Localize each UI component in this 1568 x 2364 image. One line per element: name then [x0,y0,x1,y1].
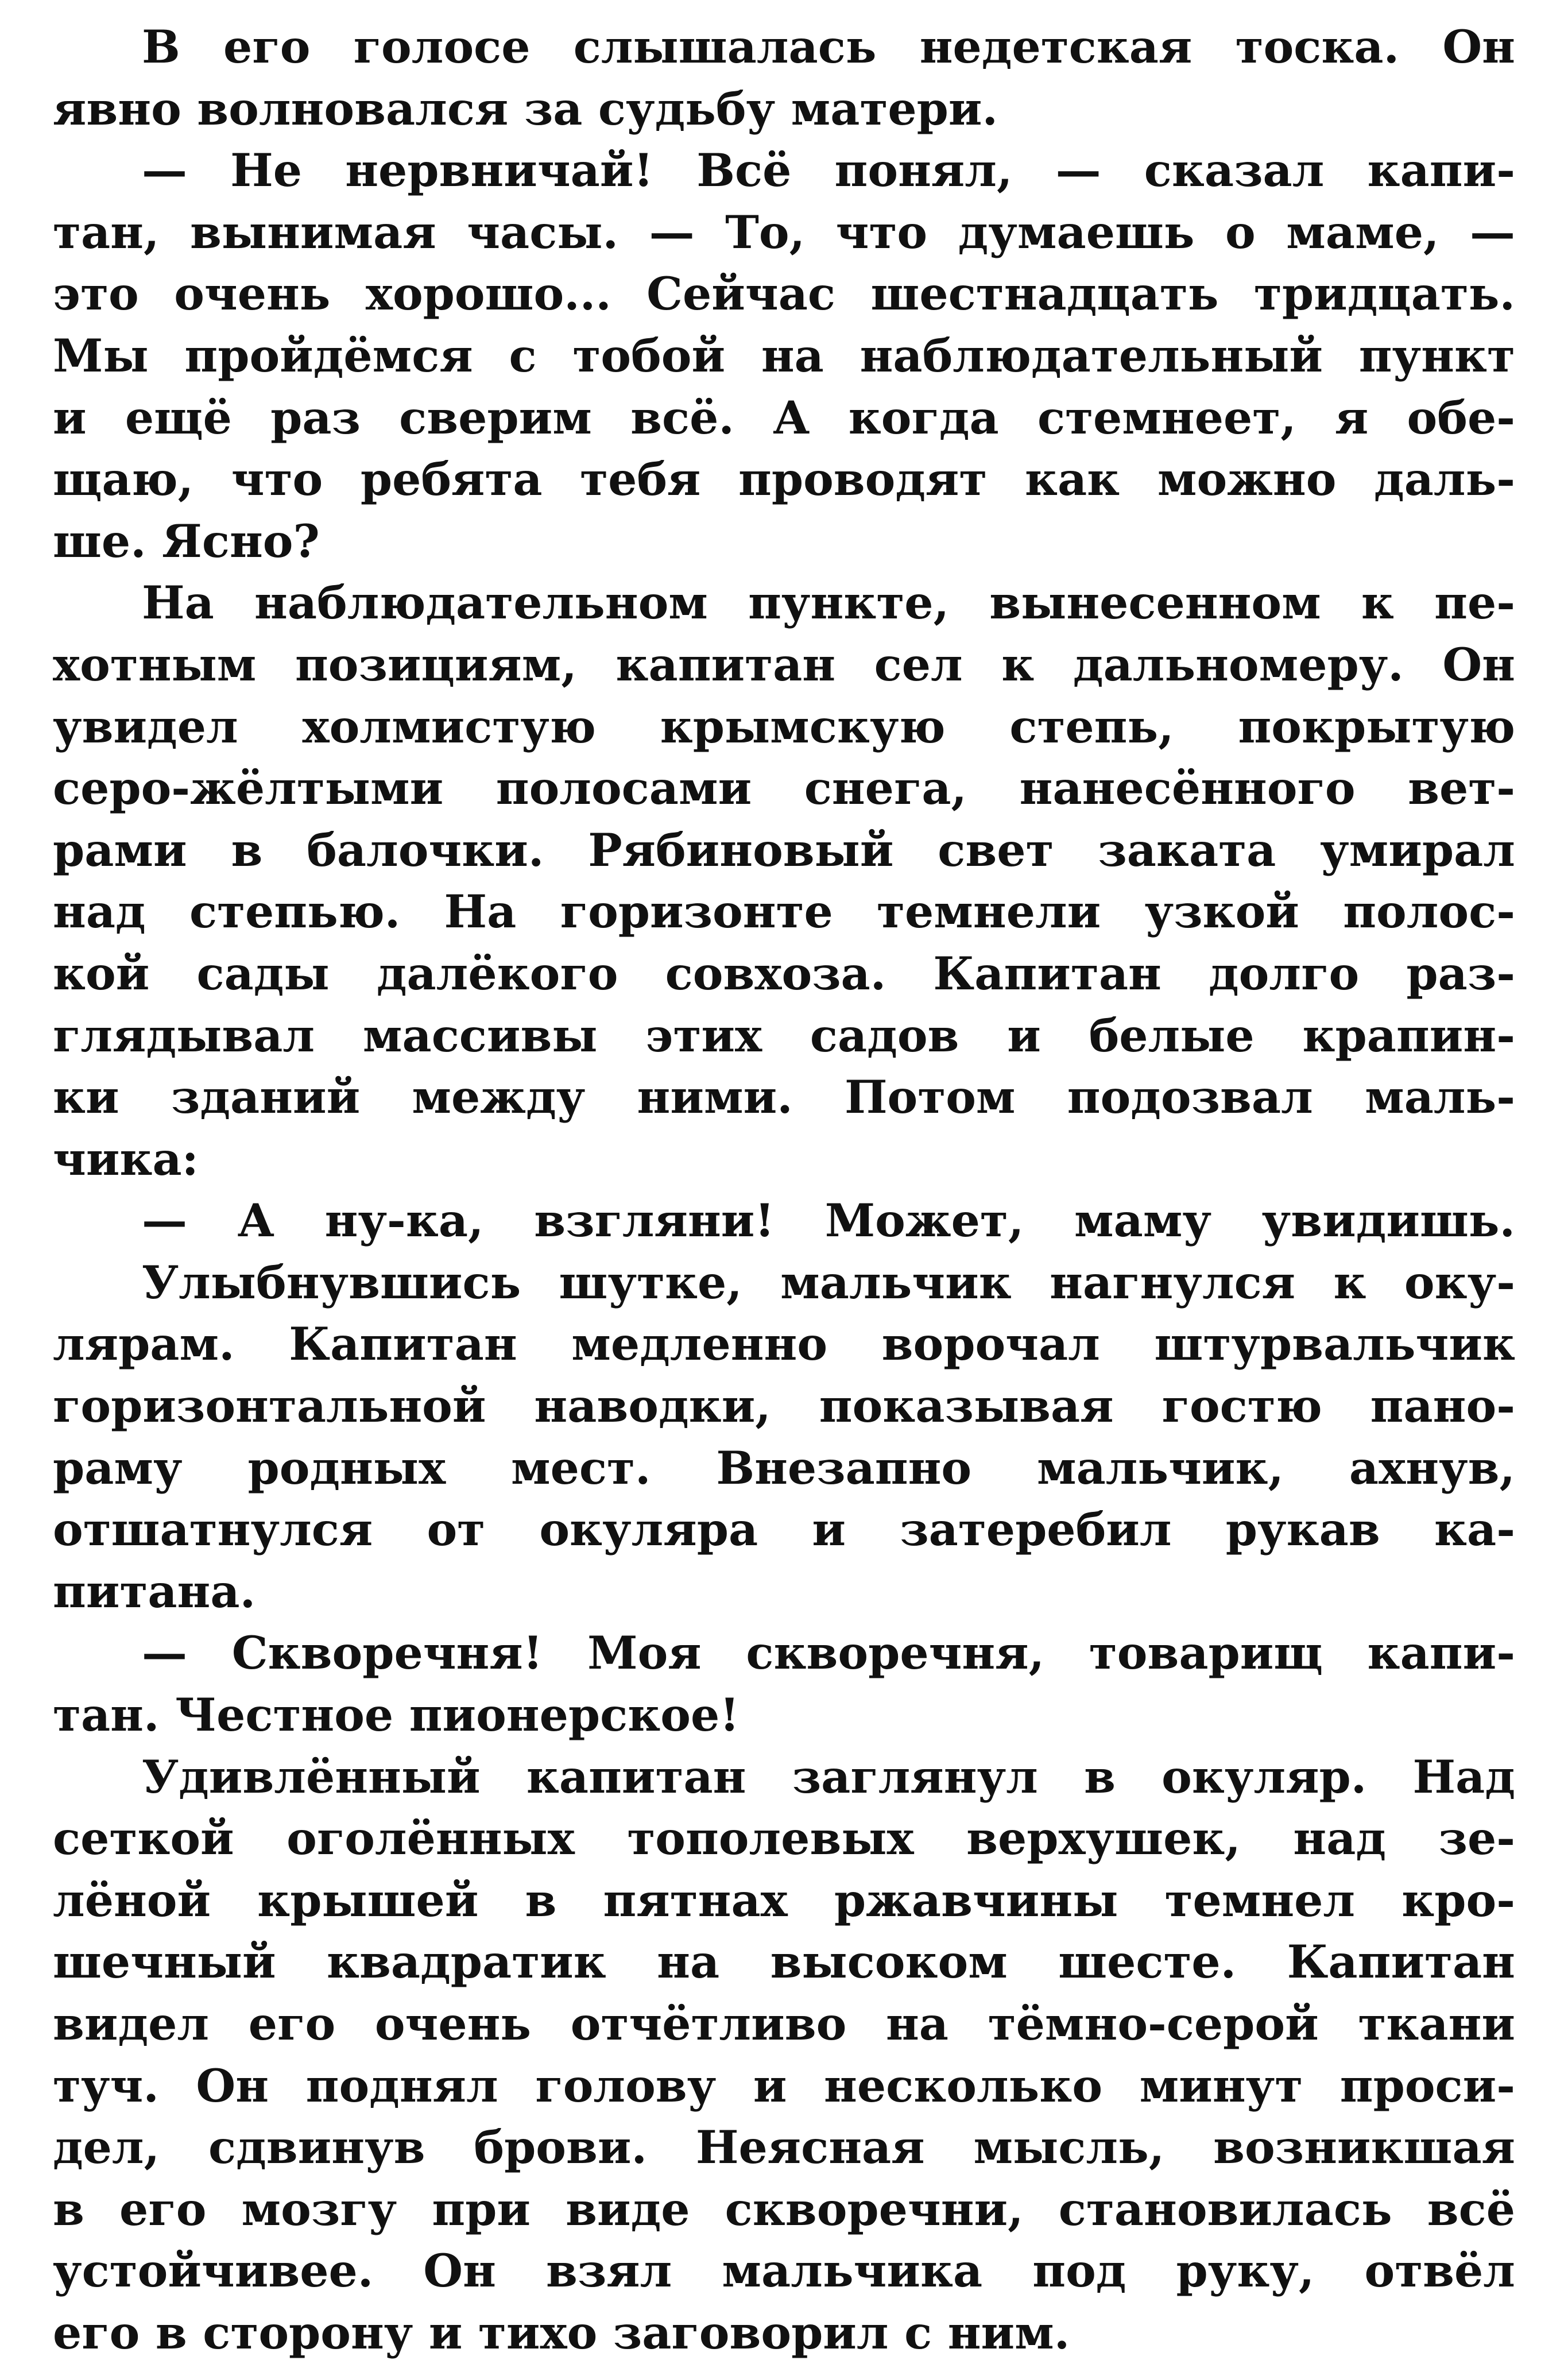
text-line: и ещё раз сверим всё. А когда стемнеет, я обе- [53,390,1515,444]
text-line: отшатнулся от окуляра и затеребил рукав ка- [53,1503,1515,1557]
text-line: хотным позициям, капитан сел к дальномеру. Он [53,637,1515,691]
text-line: В его голосе слышалась недетская тоска. Он [142,20,1515,73]
text-line: увидел холмистую крымскую степь, покрытую [53,699,1515,753]
text-line: чика: [53,1132,199,1186]
text-line: рами в балочки. Рябиновый свет заката умирал [53,823,1515,877]
text-line: его в сторону и тихо заговорил с ним. [53,2305,1070,2359]
text-line: это очень хорошо... Сейчас шестнадцать тридцать. [53,267,1515,321]
text-line: Улыбнувшись шутке, мальчик нагнулся к оку- [142,1255,1515,1309]
text-line: лярам. Капитан медленно ворочал штурвальчик [53,1317,1515,1371]
text-line: — Скворечня! Моя скворечня, товарищ капи- [142,1626,1515,1680]
text-line: устойчивее. Он взял мальчика под руку, отвёл [53,2244,1515,2298]
text-line: в его мозгу при виде скворечни, становилась всё [53,2182,1515,2236]
text-line: раму родных мест. Внезапно мальчик, ахнув, [53,1441,1515,1495]
text-line: тан, вынимая часы. — То, что думаешь о маме, — [53,205,1515,259]
text-line: шечный квадратик на высоком шесте. Капитан [53,1935,1515,1989]
text-line: питана. [53,1564,256,1618]
text-line: щаю, что ребята тебя проводят как можно даль- [53,452,1515,506]
text-line: Удивлённый капитан заглянул в окуляр. Над [142,1750,1515,1804]
text-line: Мы пройдёмся с тобой на наблюдательный пункт [53,328,1515,382]
text-line: видел его очень отчётливо на тёмно-серой ткани [53,1997,1515,2050]
text-line: ки зданий между ними. Потом подозвал маль- [53,1070,1515,1124]
text-line: над степью. На горизонте темнели узкой полос- [53,885,1515,939]
text-line: ше. Ясно? [53,514,320,568]
text-line: дел, сдвинув брови. Неясная мысль, возникшая [53,2121,1515,2175]
text-line: На наблюдательном пункте, вынесенном к пе- [142,576,1515,630]
text-line: горизонтальной наводки, показывая гостю пано- [53,1379,1515,1433]
text-line: явно волновался за судьбу матери. [53,82,998,136]
text-line: тан. Честное пионерское! [53,1688,740,1742]
text-line: — Не нервничай! Всё понял, — сказал капи- [142,144,1515,198]
text-line: кой сады далёкого совхоза. Капитан долго раз- [53,946,1515,1000]
text-line: серо-жёлтыми полосами снега, нанесённого вет- [53,761,1515,815]
text-line: — А ну-ка, взгляни! Может, маму увидишь. [142,1194,1515,1248]
text-line: сеткой оголённых тополевых верхушек, над зе- [53,1812,1515,1866]
text-line: лёной крышей в пятнах ржавчины темнел кро- [53,1873,1515,1927]
text-line: глядывал массивы этих садов и белые крапин- [53,1008,1515,1062]
text-line: туч. Он поднял голову и несколько минут проси- [53,2059,1515,2112]
